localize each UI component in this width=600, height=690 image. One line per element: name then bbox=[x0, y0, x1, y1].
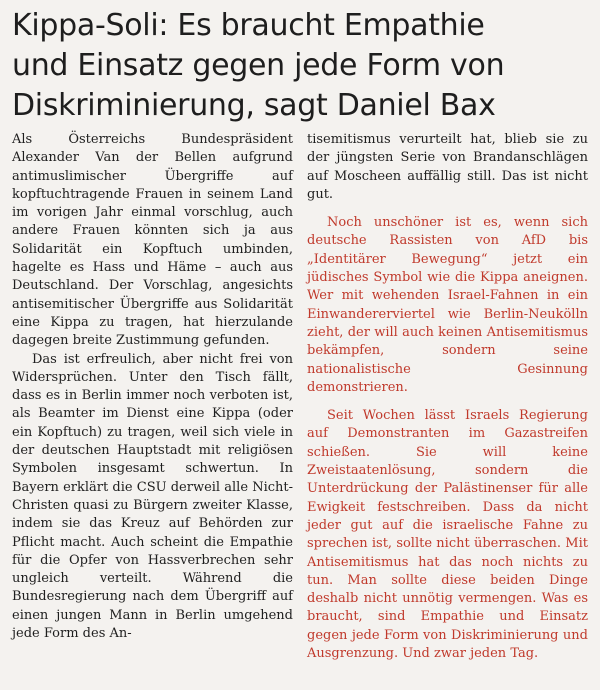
body-paragraph: tisemitismus verurteilt hat, blieb sie zu der jüngsten Serie von Brandanschlägen auf Moscheen auffällig still. Das ist nicht gut. bbox=[307, 132, 588, 202]
body-paragraph: Das ist erfreulich, aber nicht frei von Widersprüchen. Unter den Tisch fällt, dass es in Berlin immer noch verboten ist, als Beamter im Dienst eine Kippa (oder ein Kopftuch) zu tragen, weil sich viele in der deutschen Hauptstadt mit religiösen Symbolen insgesamt schwertun. In Bayern erklärt die CSU derweil alle Nicht-Christen quasi zu Bürgern zweiter Klasse, indem sie das Kreuz auf Behörden zur Pflicht macht. Auch scheint die Empathie für die Opfer von Hassverbrechen sehr ungleich verteilt. Während die Bundesregierung nach dem Übergriff auf einen jungen Mann in Berlin umgehend jede Form des An- bbox=[12, 351, 293, 642]
right-column bbox=[307, 131, 588, 663]
left-column bbox=[12, 131, 293, 643]
article-body bbox=[12, 131, 588, 686]
headline-line: Diskriminierung, sagt Daniel Bax bbox=[12, 88, 496, 123]
highlighted-paragraph: Seit Wochen lässt Israels Regierung auf Demonstranten im Gazastreifen schießen. Sie will keine Zweistaatenlösung, sondern die Unterdrückung der Palästinenser für alle Ewigkeit festschreiben. Dass da nicht jeder gut auf die israelische Fahne zu sprechen ist, sollte nicht überraschen. Mit Antisemitismus hat das noch nichts zu tun. Man sollte diese beiden Dinge deshalb nicht unnötig vermengen. Was es braucht, sind Empathie und Einsatz gegen jede Form von Diskriminierung und Ausgrenzung. Und zwar jeden Tag. bbox=[307, 408, 588, 662]
headline-line: Kippa-Soli: Es braucht Empathie bbox=[12, 8, 485, 43]
headline bbox=[12, 0, 588, 126]
body-paragraph: Als Österreichs Bundespräsident Alexander Van der Bellen aufgrund antimuslimischer Übergriffe auf kopftuchtragende Frauen in seinem Land im vorigen Jahr einmal vorschlug, auch andere Frauen könnten sich ja aus Solidarität ein Kopftuch umbinden, hagelte es Hass und Häme – auch aus Deutschland. Der Vorschlag, angesichts antisemitischer Übergriffe aus Solidarität eine Kippa zu tragen, hat hierzulande dagegen breite Zustimmung gefunden. bbox=[12, 132, 293, 349]
highlighted-paragraph: Noch unschöner ist es, wenn sich deutsche Rassisten von AfD bis „Identitärer Bewegung“ jetzt ein jüdisches Symbol wie die Kippa aneignen. Wer mit wehenden Israel-Fahnen in ein Einwandererviertel wie Berlin-Neukölln zieht, der will auch keinen Antisemitismus bekämpfen, sondern seine nationalistische Gesinnung demonstrieren. bbox=[307, 215, 588, 395]
headline-line: und Einsatz gegen jede Form von bbox=[12, 48, 505, 83]
